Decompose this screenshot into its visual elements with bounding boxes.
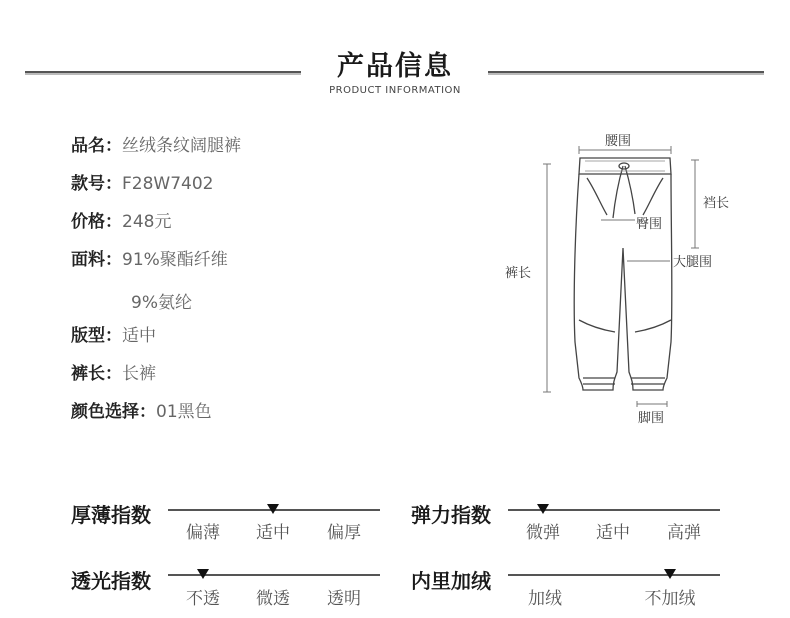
diagram-label-hem: 脚围 (638, 411, 665, 426)
diagram-label-rise: 裆长 (703, 196, 730, 211)
info-label: 面料： (71, 250, 122, 270)
index-label: 透光指数 (71, 569, 151, 593)
index-option: 偏厚 (327, 523, 361, 543)
info-value: 丝绒条纹阔腿裤 (122, 136, 241, 156)
info-value-fabric-2: 9%氨纶 (131, 293, 192, 313)
length-measure-line (543, 164, 551, 392)
index-option: 微弹 (526, 523, 560, 543)
index-option: 偏薄 (186, 523, 220, 543)
pants-measurement-diagram (495, 120, 755, 440)
info-label: 款号： (71, 174, 122, 194)
info-row-style-number (71, 174, 213, 194)
index-label: 内里加绒 (411, 569, 491, 593)
info-label: 颜色选择： (71, 402, 156, 422)
hem-measure-line (637, 401, 667, 407)
index-marker-icon (537, 504, 549, 514)
info-value: 91%聚酯纤维 (122, 250, 228, 270)
info-value: 长裤 (122, 364, 156, 384)
diagram-label-length: 裤长 (505, 266, 532, 281)
info-row-fabric (71, 250, 228, 270)
index-marker-icon (664, 569, 676, 579)
index-option: 微透 (256, 589, 290, 609)
info-value: F28W7402 (122, 174, 214, 194)
info-label: 版型： (71, 326, 122, 346)
index-option: 不加绒 (644, 589, 696, 609)
info-row-length (71, 364, 156, 384)
info-row-fit (71, 326, 156, 346)
index-option: 加绒 (528, 589, 562, 609)
page-subtitle: PRODUCT INFORMATION (329, 85, 461, 96)
diagram-label-thigh: 大腿围 (673, 255, 713, 270)
index-option: 适中 (256, 523, 290, 543)
info-row-name (71, 136, 241, 156)
index-option: 适中 (596, 523, 630, 543)
index-marker-icon (267, 504, 279, 514)
index-marker-icon (197, 569, 209, 579)
index-label: 弹力指数 (411, 503, 491, 527)
diagram-label-waist: 腰围 (605, 134, 632, 149)
info-row-price (71, 212, 171, 232)
page-title: 产品信息 (337, 51, 453, 82)
index-option: 不透 (186, 589, 220, 609)
info-value: 适中 (122, 326, 156, 346)
index-option: 透明 (327, 589, 361, 609)
pants-icon (574, 158, 672, 390)
index-label: 厚薄指数 (71, 503, 151, 527)
index-scale-line (508, 574, 720, 576)
info-label: 裤长： (71, 364, 122, 384)
diagram-label-hip: 臀围 (636, 217, 663, 232)
info-label: 价格： (71, 212, 122, 232)
info-value: 01黑色 (156, 402, 212, 422)
index-option: 高弹 (667, 523, 701, 543)
info-value: 248元 (122, 212, 172, 232)
info-label: 品名： (71, 136, 122, 156)
rise-measure-line (691, 160, 699, 248)
info-row-color (71, 402, 212, 422)
